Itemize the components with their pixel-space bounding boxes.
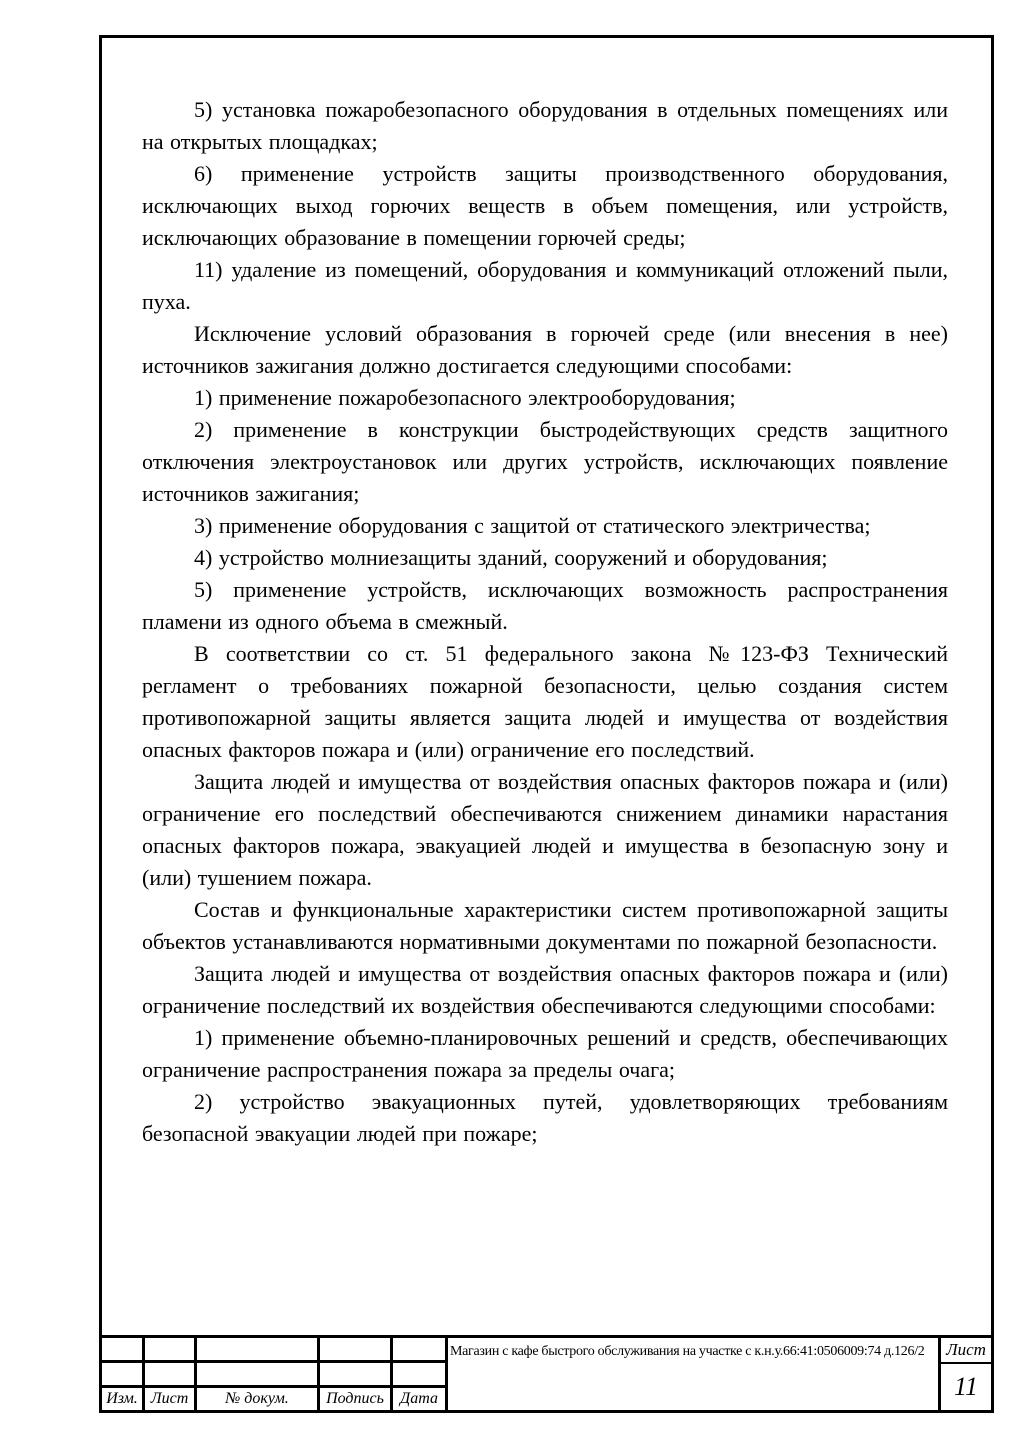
table-cell xyxy=(320,1338,390,1360)
table-cell xyxy=(102,1338,142,1360)
drawing-frame xyxy=(99,35,994,1413)
paragraph: Защита людей и имущества от воздействия опасных факторов пожара и (или) ограничение последствий их воздействия обеспечиваются следующими способами: xyxy=(142,961,948,1018)
paragraph: 4) устройство молниезащиты зданий, сооружений и оборудования; xyxy=(194,545,828,570)
paragraph: Состав и функциональные характеристики систем противопожарной защиты объектов устанавливаются нормативными документами по пожарной безопасности. xyxy=(142,897,948,954)
column-header-izm: Изм. xyxy=(102,1388,142,1410)
paragraph: Защита людей и имущества от воздействия опасных факторов пожара и (или) ограничение его последствий обеспечиваются снижением динамики нарастания опасных факторов пожара, эвакуацией людей и имущества в безопасную зону и (или) тушением пожара. xyxy=(142,769,948,890)
project-title-cell xyxy=(448,1338,938,1410)
paragraph: 2) устройство эвакуационных путей, удовлетворяющих требованиям безопасной эвакуации людей при пожаре; xyxy=(142,1089,948,1146)
table-cell xyxy=(393,1338,445,1360)
sheet-body xyxy=(102,38,991,1335)
project-title: Магазин с кафе быстрого обслуживания на участке с к.н.у.66:41:0506009:74 д.126/2 xyxy=(450,1344,925,1359)
paragraph: 11) удаление из помещений, оборудования и коммуникаций отложений пыли, пуха. xyxy=(142,257,948,314)
paragraph: 2) применение в конструкции быстродействующих средств защитного отключения электроустановок или других устройств, исключающих появление источников зажигания; xyxy=(142,417,948,506)
paragraph: 1) применение пожаробезопасного электрооборудования; xyxy=(194,385,736,410)
table-cell xyxy=(197,1363,317,1385)
column-header-doc-num: № докум. xyxy=(197,1388,317,1410)
paragraph: 6) применение устройств защиты производственного оборудования, исключающих выход горючих веществ в объем помещения, или устройств, исключающих образование в помещении горючей среды; xyxy=(142,161,948,250)
column-header-podpis: Подпись xyxy=(320,1388,390,1410)
sheet-number: 11 xyxy=(953,1372,979,1401)
table-cell xyxy=(102,1363,142,1385)
paragraph: В соответствии со ст. 51 федерального закона №123-ФЗ Технический регламент о требованиях пожарной безопасности, целью создания систем противопожарной защиты является защита людей и имущества от воздействия опасных факторов пожара и (или) ограничение его последствий. xyxy=(142,641,948,762)
paragraph: 5) установка пожаробезопасного оборудования в отдельных помещениях или на открытых площадках; xyxy=(142,97,948,154)
table-cell xyxy=(197,1338,317,1360)
paragraph: 1) применение объемно-планировочных решений и средств, обеспечивающих ограничение распространения пожара за пределы очага; xyxy=(142,1025,948,1082)
table-cell xyxy=(145,1363,194,1385)
sheet-label: Лист xyxy=(941,1338,991,1364)
sheet-cell xyxy=(941,1338,991,1410)
paragraph: 5) применение устройств, исключающих возможность распространения пламени из одного объема в смежный. xyxy=(142,577,948,634)
table-cell xyxy=(320,1363,390,1385)
paragraph: Исключение условий образования в горючей среде (или внесения в нее) источников зажигания должно достигается следующими способами: xyxy=(142,321,948,378)
revision-table xyxy=(102,1338,445,1410)
column-header-data: Дата xyxy=(393,1388,445,1410)
title-block xyxy=(102,1335,991,1410)
table-cell xyxy=(393,1363,445,1385)
table-cell xyxy=(145,1338,194,1360)
paragraph: 3) применение оборудования с защитой от статического электричества; xyxy=(194,513,871,538)
text-area xyxy=(142,94,948,1150)
column-header-list: Лист xyxy=(145,1388,194,1410)
